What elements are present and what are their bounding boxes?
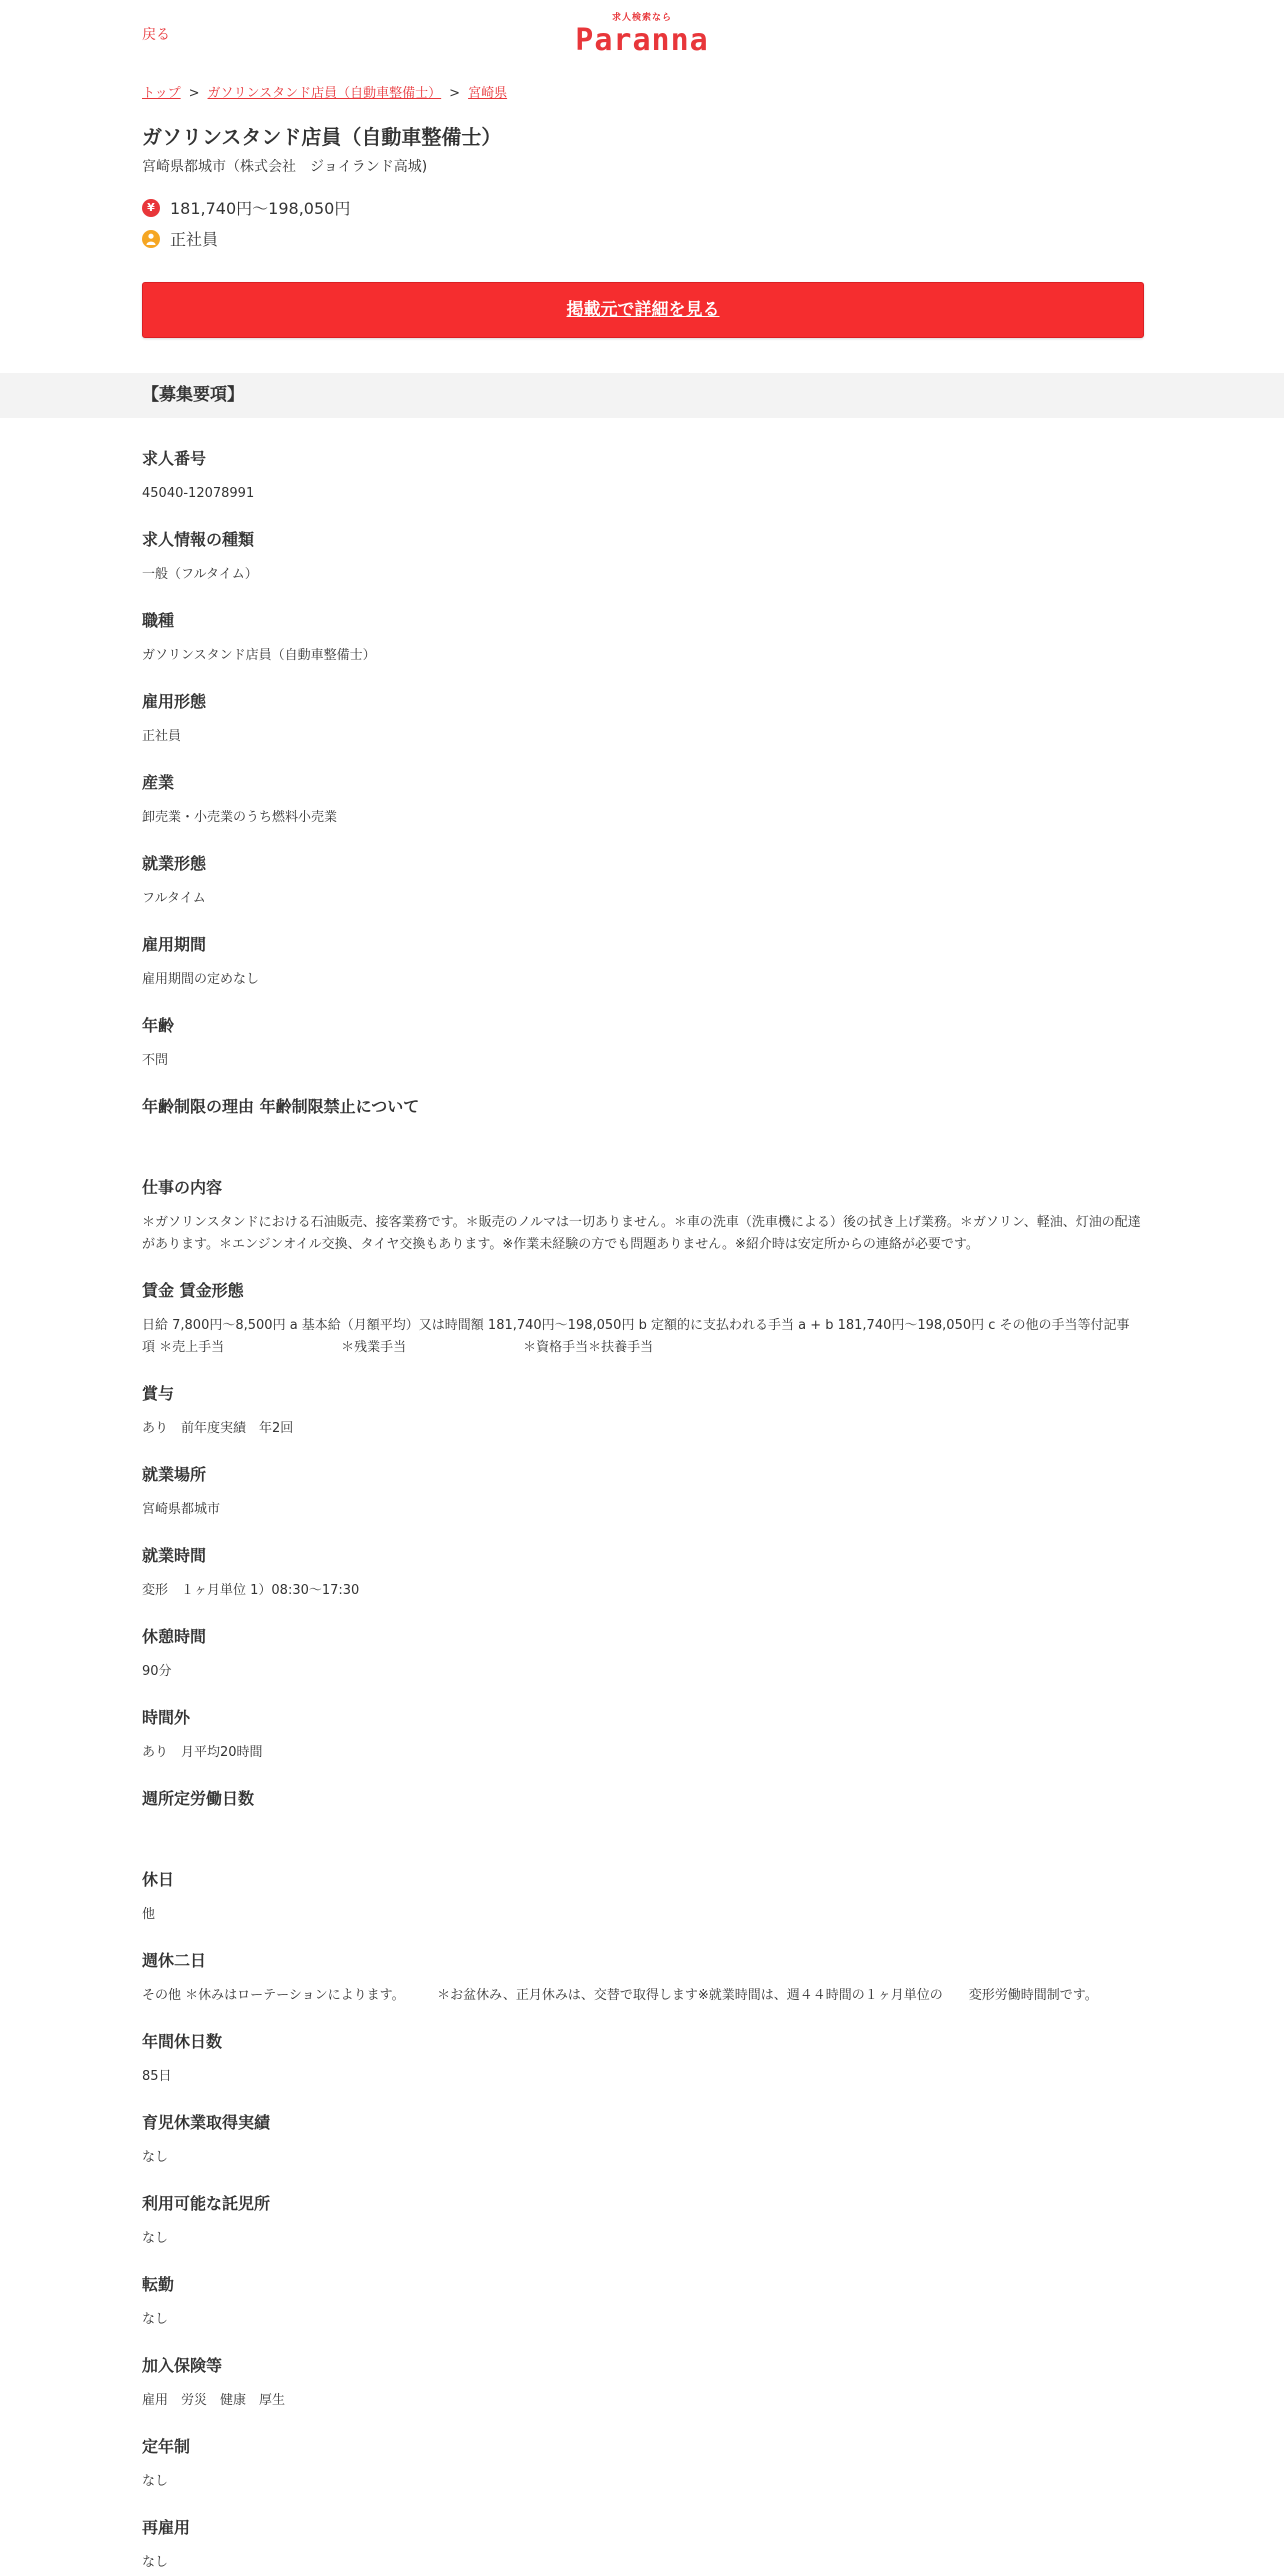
yen-icon: ¥: [142, 199, 160, 217]
detail-item: [142, 446, 1142, 505]
detail-value: 正社員: [142, 729, 182, 744]
detail-label: 仕事の内容: [142, 1178, 223, 1197]
detail-item: [142, 1381, 1142, 1440]
detail-value: 雇用期間の定めなし: [142, 972, 260, 987]
detail-value: その他 ＊休みはローテーションによります。 ＊お盆休み、正月休みは、交替で取得します※就業時間は、週４４時間の１ヶ月単位の 変形労働時間制です。: [142, 1988, 1098, 2003]
detail-value: 卸売業・小売業のうち燃料小売業: [142, 810, 338, 825]
job-summary: [142, 82, 1142, 338]
detail-value: フルタイム: [142, 891, 206, 906]
detail-label: 職種: [142, 611, 175, 630]
detail-label: 年間休日数: [142, 2032, 223, 2051]
detail-label: 賃金 賃金形態: [142, 1281, 244, 1300]
detail-label: 雇用形態: [142, 692, 207, 711]
view-details-button[interactable]: 掲載元で詳細を見る: [142, 282, 1144, 338]
detail-value: 一般（フルタイム）: [142, 567, 258, 582]
person-icon: [142, 230, 160, 248]
detail-item: [142, 1175, 1142, 1256]
detail-value: 宮崎県都城市: [142, 1502, 221, 1517]
detail-item: [142, 851, 1142, 910]
detail-label: 育児休業取得実績: [142, 2113, 271, 2132]
detail-value: 雇用 労災 健康 厚生: [142, 2393, 286, 2408]
detail-item: [142, 932, 1142, 991]
detail-item: [142, 1278, 1142, 1359]
employment-row: [142, 227, 1142, 250]
salary-value: 181,740円～198,050円: [170, 199, 351, 218]
detail-item: [142, 2272, 1142, 2331]
detail-item: [142, 2029, 1142, 2088]
detail-item: [142, 2434, 1142, 2493]
detail-label: 週休二日: [142, 1951, 207, 1970]
detail-label: 雇用期間: [142, 935, 207, 954]
detail-label: 時間外: [142, 1708, 191, 1727]
detail-value: 日給 7,800円～8,500円 a 基本給（月額平均）又は時間額 181,740円～198,050円 b 定額的に支払われる手当 a + b 181,740円～198,050円 c その他の手当等付記事項 ＊売上手当 ＊残業手当 ＊資格手当＊扶養手当: [142, 1318, 1130, 1355]
employment-type-value: 正社員: [170, 230, 219, 249]
detail-label: 定年制: [142, 2437, 191, 2456]
detail-value: 45040-12078991: [142, 486, 255, 501]
detail-value: なし: [142, 2555, 169, 2570]
detail-item: [142, 2515, 1142, 2574]
breadcrumb-separator: >: [188, 86, 200, 101]
detail-value: [142, 1823, 1142, 1845]
logo-wordmark: Paranna: [575, 23, 709, 58]
section-header: [0, 373, 1284, 418]
detail-value: なし: [142, 2474, 169, 2489]
detail-item: [142, 608, 1142, 667]
detail-label: 転勤: [142, 2275, 175, 2294]
detail-item: [142, 1094, 1142, 1153]
detail-item: [142, 770, 1142, 829]
detail-label: 年齢制限の理由 年齢制限禁止について: [142, 1097, 420, 1116]
detail-label: 就業形態: [142, 854, 207, 873]
breadcrumb-job-category[interactable]: ガソリンスタンド店員（自動車整備士）: [207, 86, 442, 101]
breadcrumb: [142, 82, 1142, 101]
detail-value: なし: [142, 2312, 169, 2327]
detail-value: なし: [142, 2231, 169, 2246]
detail-item: [142, 1867, 1142, 1926]
detail-item: [142, 1624, 1142, 1683]
breadcrumb-separator: >: [449, 86, 461, 101]
detail-item: [142, 1013, 1142, 1072]
detail-value: あり 月平均20時間: [142, 1745, 263, 1760]
detail-value: 不問: [142, 1053, 169, 1068]
detail-value: 変形 １ヶ月単位 1）08:30～17:30: [142, 1583, 360, 1598]
detail-label: 年齢: [142, 1016, 175, 1035]
detail-value: ガソリンスタンド店員（自動車整備士）: [142, 648, 376, 663]
detail-label: 求人情報の種類: [142, 530, 255, 549]
detail-label: 週所定労働日数: [142, 1789, 255, 1808]
detail-item: [142, 527, 1142, 586]
section-title: 【募集要項】: [142, 385, 244, 405]
detail-value: 85日: [142, 2069, 172, 2084]
site-logo[interactable]: [575, 12, 708, 58]
detail-label: 求人番号: [142, 449, 207, 468]
detail-value: [142, 1131, 1142, 1153]
detail-value: ＊ガソリンスタンドにおける石油販売、接客業務です。＊販売のノルマは一切ありません。＊車の洗車（洗車機による）後の拭き上げ業務。＊ガソリン、軽油、灯油の配達があります。＊エンジンオイル交換、タイヤ交換もあります。※作業未経験の方でも問題ありません。※紹介時は安定所からの連絡が必要です。: [142, 1215, 1141, 1252]
company-location: 宮崎県都城市（株式会社 ジョイランド高城): [142, 159, 428, 175]
detail-label: 賞与: [142, 1384, 175, 1403]
logo-tagline: 求人検索なら: [611, 13, 672, 23]
detail-value: なし: [142, 2150, 169, 2165]
detail-item: [142, 1705, 1142, 1764]
detail-value: 他: [142, 1907, 156, 1922]
detail-value: 90分: [142, 1664, 172, 1679]
detail-label: 産業: [142, 773, 175, 792]
site-header: [0, 0, 1284, 66]
detail-item: [142, 1543, 1142, 1602]
detail-label: 利用可能な託児所: [142, 2194, 271, 2213]
detail-label: 就業場所: [142, 1465, 207, 1484]
detail-value: あり 前年度実績 年2回: [142, 1421, 294, 1436]
detail-label: 再雇用: [142, 2518, 191, 2537]
detail-item: [142, 2191, 1142, 2250]
detail-item: [142, 1786, 1142, 1845]
breadcrumb-top[interactable]: トップ: [142, 86, 181, 101]
breadcrumb-prefecture[interactable]: 宮崎県: [468, 86, 508, 101]
detail-label: 休日: [142, 1870, 175, 1889]
detail-item: [142, 2110, 1142, 2169]
detail-list: [142, 446, 1142, 2574]
detail-item: [142, 689, 1142, 748]
detail-label: 休憩時間: [142, 1627, 207, 1646]
detail-item: [142, 2353, 1142, 2412]
detail-item: [142, 1948, 1142, 2007]
back-link[interactable]: 戻る: [142, 27, 170, 43]
detail-label: 加入保険等: [142, 2356, 223, 2375]
salary-row: [142, 196, 1142, 219]
detail-item: [142, 1462, 1142, 1521]
job-details: [142, 418, 1142, 2574]
job-title: ガソリンスタンド店員（自動車整備士）: [142, 125, 502, 149]
detail-label: 就業時間: [142, 1546, 207, 1565]
